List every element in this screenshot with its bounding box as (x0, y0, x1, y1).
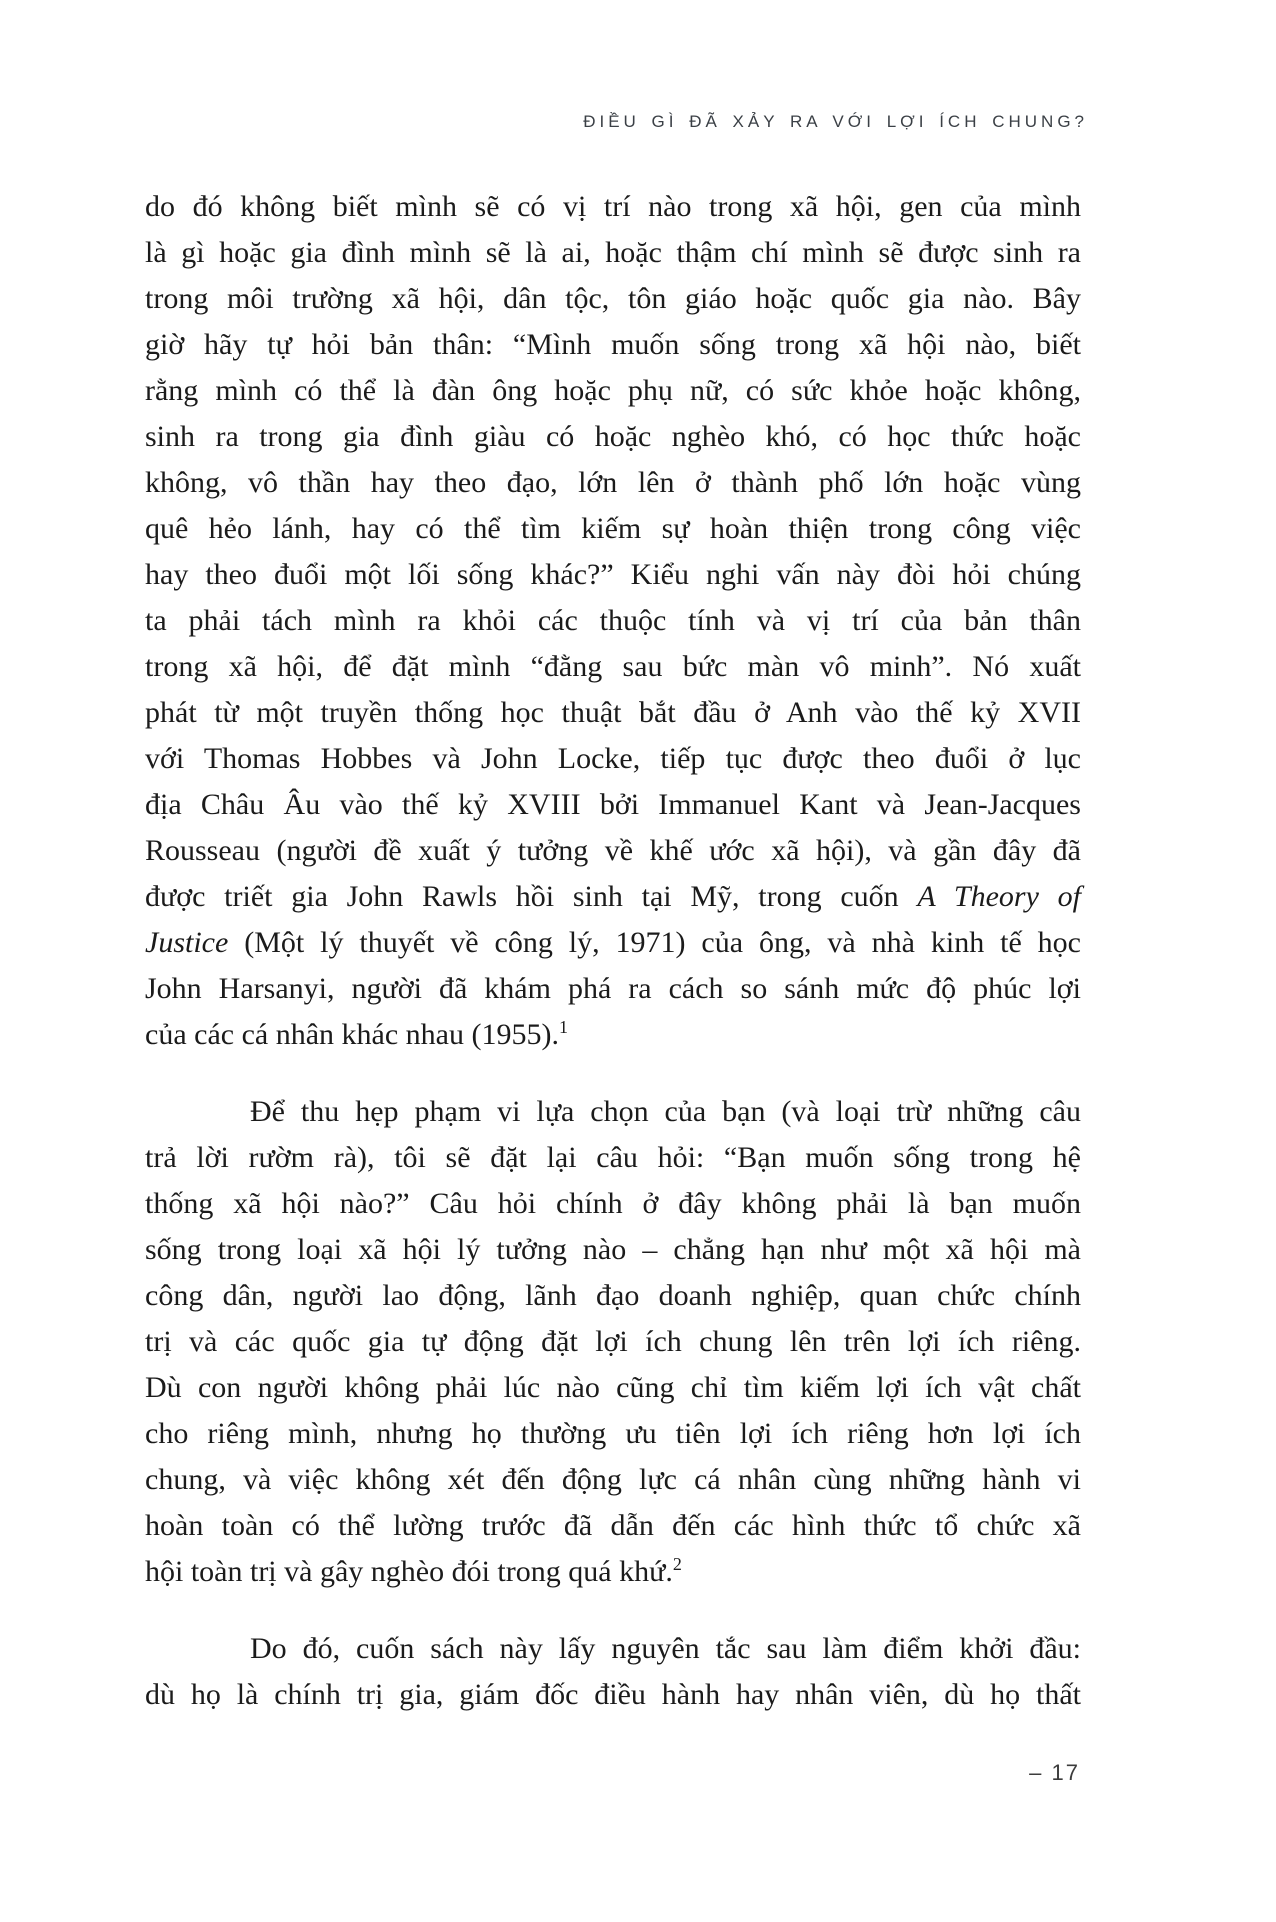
text-line: Để thu hẹp phạm vi lựa chọn của bạn (và loại trừ những câu (250, 1095, 1081, 1128)
text-line: địa Châu Âu vào thế kỷ XVIII bởi Immanuel Kant và Jean-Jacques (145, 788, 1081, 821)
text-line: Rousseau (người đề xuất ý tưởng về khế ước xã hội), và gần đây đã (145, 834, 1081, 867)
text-line: công dân, người lao động, lãnh đạo doanh nghiệp, quan chức chính (145, 1279, 1081, 1312)
text-line: quê hẻo lánh, hay có thể tìm kiếm sự hoàn thiện trong công việc (145, 512, 1081, 545)
body-text (145, 184, 1081, 1718)
text-line: trong xã hội, để đặt mình “đằng sau bức màn vô minh”. Nó xuất (145, 650, 1081, 683)
text-line: phát từ một truyền thống học thuật bắt đầu ở Anh vào thế kỷ XVII (145, 696, 1081, 729)
text-line: của các cá nhân khác nhau (1955).$^1$ (145, 1017, 568, 1051)
text-line: sống trong loại xã hội lý tưởng nào – chẳng hạn như một xã hội mà (145, 1233, 1081, 1266)
text-line: được triết gia John Rawls hồi sinh tại Mỹ, trong cuốn A Theory of (145, 880, 1082, 913)
text-line: trong môi trường xã hội, dân tộc, tôn giáo hoặc quốc gia nào. Bây (145, 282, 1081, 315)
text-line: hoàn toàn có thể lường trước đã dẫn đến các hình thức tổ chức xã (145, 1509, 1081, 1542)
text-line: là gì hoặc gia đình mình sẽ là ai, hoặc thậm chí mình sẽ được sinh ra (145, 236, 1081, 269)
paragraph (145, 184, 1081, 1058)
text-line: John Harsanyi, người đã khám phá ra cách so sánh mức độ phúc lợi (145, 972, 1081, 1005)
paragraph (145, 1089, 1081, 1595)
text-line: hội toàn trị và gây nghèo đói trong quá khứ.$^2$ (145, 1554, 682, 1588)
text-line: trị và các quốc gia tự động đặt lợi ích chung lên trên lợi ích riêng. (145, 1325, 1081, 1358)
text-line: rằng mình có thể là đàn ông hoặc phụ nữ, có sức khỏe hoặc không, (145, 374, 1081, 407)
text-line: không, vô thần hay theo đạo, lớn lên ở thành phố lớn hoặc vùng (145, 466, 1081, 499)
text-line: giờ hãy tự hỏi bản thân: “Mình muốn sống trong xã hội nào, biết (145, 328, 1081, 361)
text-line: Justice (Một lý thuyết về công lý, 1971) của ông, và nhà kinh tế học (145, 926, 1081, 959)
text-line: chung, và việc không xét đến động lực cá nhân cùng những hành vi (145, 1463, 1081, 1496)
text-line: hay theo đuổi một lối sống khác?” Kiểu nghi vấn này đòi hỏi chúng (145, 558, 1081, 591)
page-number: – 17 (1029, 1760, 1080, 1785)
text-line: cho riêng mình, nhưng họ thường ưu tiên lợi ích riêng hơn lợi ích (145, 1417, 1081, 1450)
running-header: ĐIỀU GÌ ĐÃ XẢY RA VỚI LỢI ÍCH CHUNG? (583, 112, 1088, 131)
text-line: do đó không biết mình sẽ có vị trí nào trong xã hội, gen của mình (145, 190, 1081, 223)
text-line: Dù con người không phải lúc nào cũng chỉ tìm kiếm lợi ích vật chất (145, 1371, 1081, 1404)
text-line: trả lời rườm rà), tôi sẽ đặt lại câu hỏi: “Bạn muốn sống trong hệ (145, 1141, 1081, 1174)
paragraph (145, 1626, 1081, 1718)
text-line: dù họ là chính trị gia, giám đốc điều hành hay nhân viên, dù họ thất (145, 1678, 1081, 1711)
text-line: ta phải tách mình ra khỏi các thuộc tính và vị trí của bản thân (145, 604, 1081, 637)
text-line: với Thomas Hobbes và John Locke, tiếp tục được theo đuổi ở lục (145, 742, 1081, 775)
text-line: sinh ra trong gia đình giàu có hoặc nghèo khó, có học thức hoặc (145, 420, 1081, 453)
text-line: Do đó, cuốn sách này lấy nguyên tắc sau làm điểm khởi đầu: (250, 1632, 1081, 1665)
text-line: thống xã hội nào?” Câu hỏi chính ở đây không phải là bạn muốn (145, 1187, 1081, 1220)
